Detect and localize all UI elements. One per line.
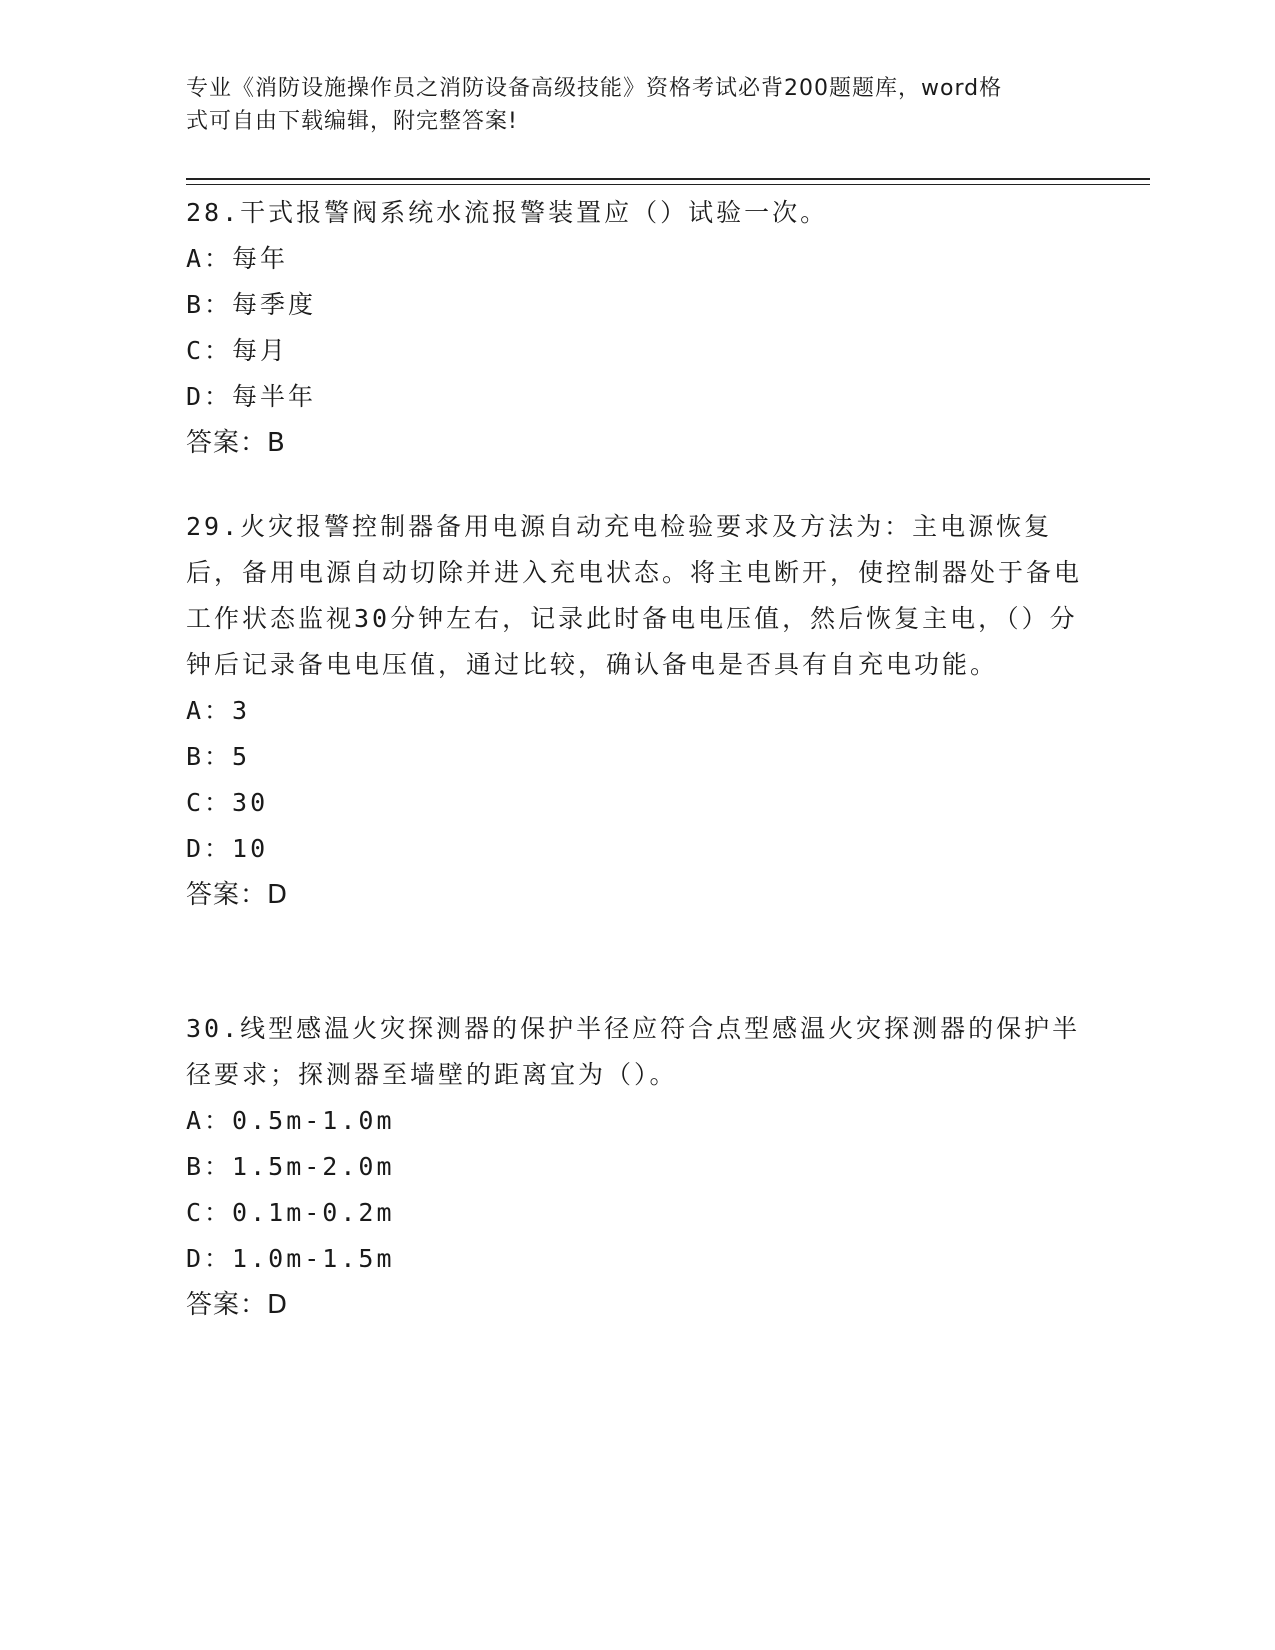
question-stem: 29.火灾报警控制器备用电源自动充电检验要求及方法为：主电源恢复后，备用电源自动切除并进入充电状态。将主电断开，使控制器处于备电工作状态监视30分钟左右，记录此时备电电压值，然后恢复主电，（）分钟后记录备电电压值，通过比较，确认备电是否具有自充电功能。 [186, 512, 1083, 679]
header-line-1: 专业《消防设施操作员之消防设备高级技能》资格考试必背200题题库，word格 [186, 76, 1003, 101]
option-b: B：1.5m-2.0m [186, 1152, 395, 1181]
option-d: D：每半年 [186, 382, 317, 411]
question-30 [186, 1006, 1086, 1328]
option-d: D：10 [186, 834, 269, 863]
header-divider-thin [186, 184, 1150, 185]
answer: 答案：D [186, 1290, 289, 1320]
option-c: C：30 [186, 788, 269, 817]
option-d: D：1.0m-1.5m [186, 1244, 395, 1273]
answer: 答案：D [186, 880, 289, 910]
option-b: B：5 [186, 742, 251, 771]
option-c: C：0.1m-0.2m [186, 1198, 395, 1227]
answer: 答案：B [186, 428, 286, 458]
header-line-2: 式可自由下载编辑，附完整答案! [186, 109, 518, 134]
question-28 [186, 190, 1086, 466]
option-a: A：每年 [186, 244, 289, 273]
document-header [186, 72, 1076, 138]
option-a: A：0.5m-1.0m [186, 1106, 395, 1135]
question-29 [186, 504, 1086, 918]
option-a: A：3 [186, 696, 251, 725]
question-stem: 30.线型感温火灾探测器的保护半径应符合点型感温火灾探测器的保护半径要求；探测器至墙壁的距离宜为（）。 [186, 1014, 1081, 1089]
header-divider-thick [186, 178, 1150, 180]
option-b: B：每季度 [186, 290, 317, 319]
option-c: C：每月 [186, 336, 289, 365]
question-stem: 28.干式报警阀系统水流报警装置应（）试验一次。 [186, 198, 829, 227]
